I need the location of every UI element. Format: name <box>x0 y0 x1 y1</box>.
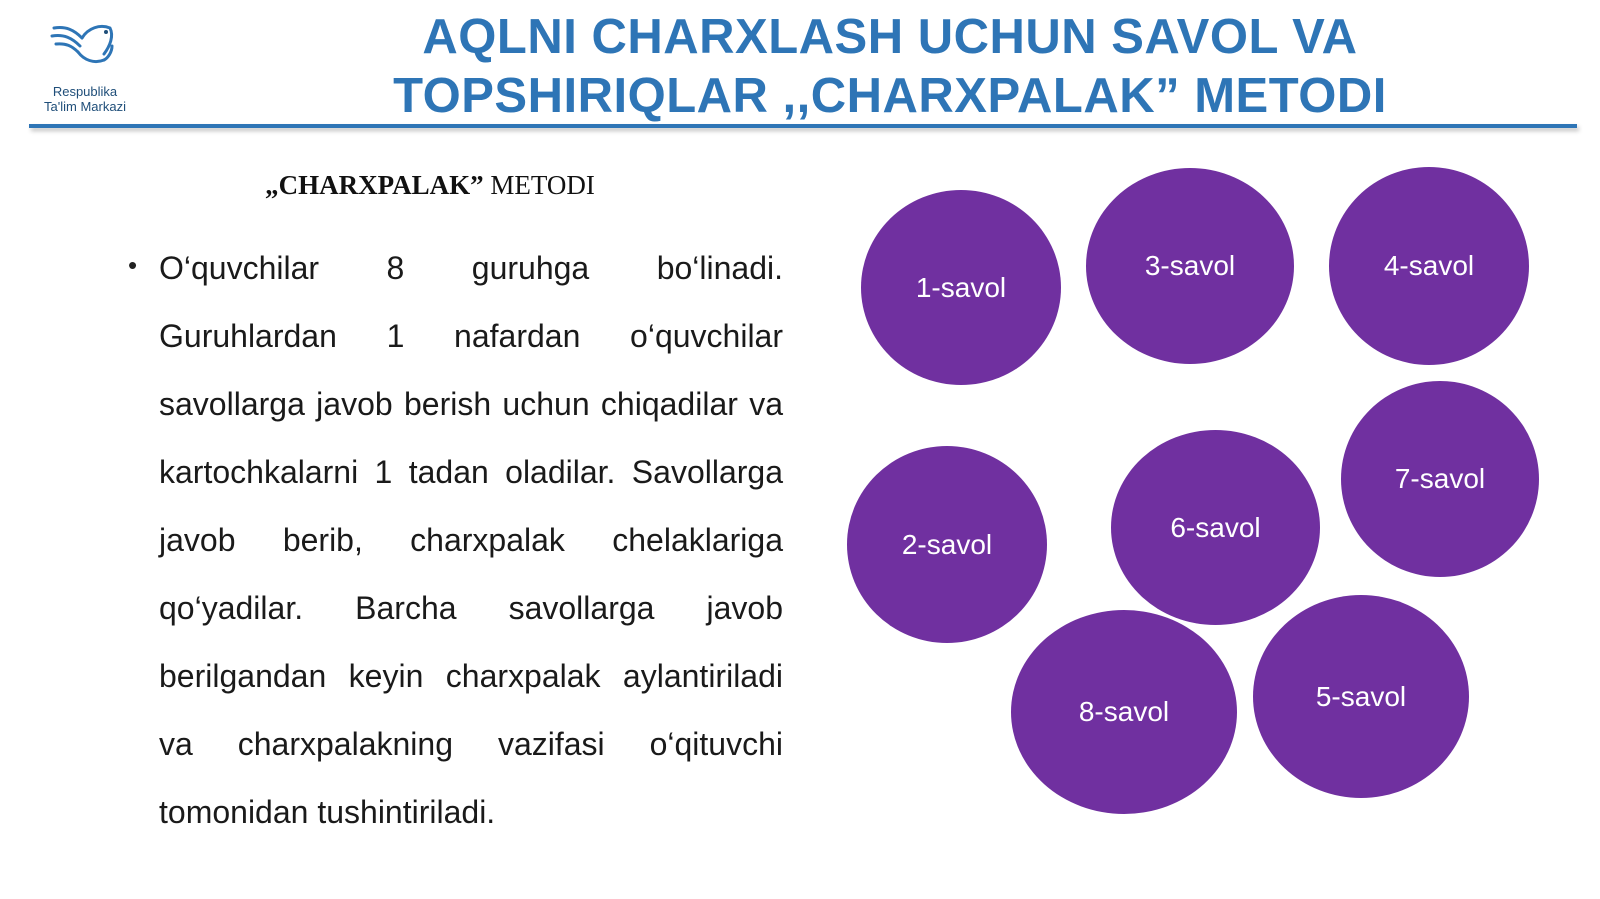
circle-label: 6-savol <box>1170 511 1261 543</box>
logo-line-2: Ta'lim Markazi <box>44 99 126 114</box>
circle-label: 5-savol <box>1315 680 1407 712</box>
circle-8-savol <box>1011 610 1237 814</box>
title-line-2: TOPSHIRIQLAR ,,CHARXPALAK” METODI <box>393 69 1387 123</box>
page-title <box>300 8 1480 126</box>
circle-6-savol <box>1111 430 1320 625</box>
logo <box>30 14 140 124</box>
circle-4-savol <box>1329 167 1529 365</box>
section-heading-bold: „CHARXPALAK” <box>265 170 484 200</box>
circle-label: 7-savol <box>1394 463 1486 494</box>
circle-label: 2-savol <box>901 528 993 560</box>
circle-label: 3-savol <box>1144 250 1236 281</box>
circle-label: 1-savol <box>915 271 1007 303</box>
circle-2-savol <box>847 446 1047 643</box>
circle-label: 4-savol <box>1383 250 1475 281</box>
header-divider <box>29 124 1577 128</box>
logo-line-1: Respublika <box>52 84 118 99</box>
circle-1-savol <box>861 190 1061 385</box>
circle-label: 8-savol <box>1078 696 1170 727</box>
section-heading <box>160 170 700 201</box>
circle-5-savol <box>1253 595 1469 798</box>
bullet-text: O‘quvchilar 8 guruhga bo‘linadi. Guruhlardan 1 nafardan o‘quvchilar savollarga javob berish uchun chiqadilar va kartochkalarni 1 tadan oladilar. Savollarga javob berib, charxpalak chelaklariga qo‘yadilar. Barcha savollarga javob berilgandan keyin charxpalak aylantiriladi va charxpalakning vazifasi o‘qituvchi tomonidan tushintiriladi. <box>159 250 783 830</box>
bullet-marker: • <box>128 250 138 280</box>
circle-3-savol <box>1086 168 1294 364</box>
bird-icon <box>48 14 120 76</box>
section-heading-rest: METODI <box>483 170 595 200</box>
circle-7-savol <box>1341 381 1539 577</box>
title-line-1: AQLNI CHARXLASH UCHUN SAVOL VA <box>422 10 1358 64</box>
